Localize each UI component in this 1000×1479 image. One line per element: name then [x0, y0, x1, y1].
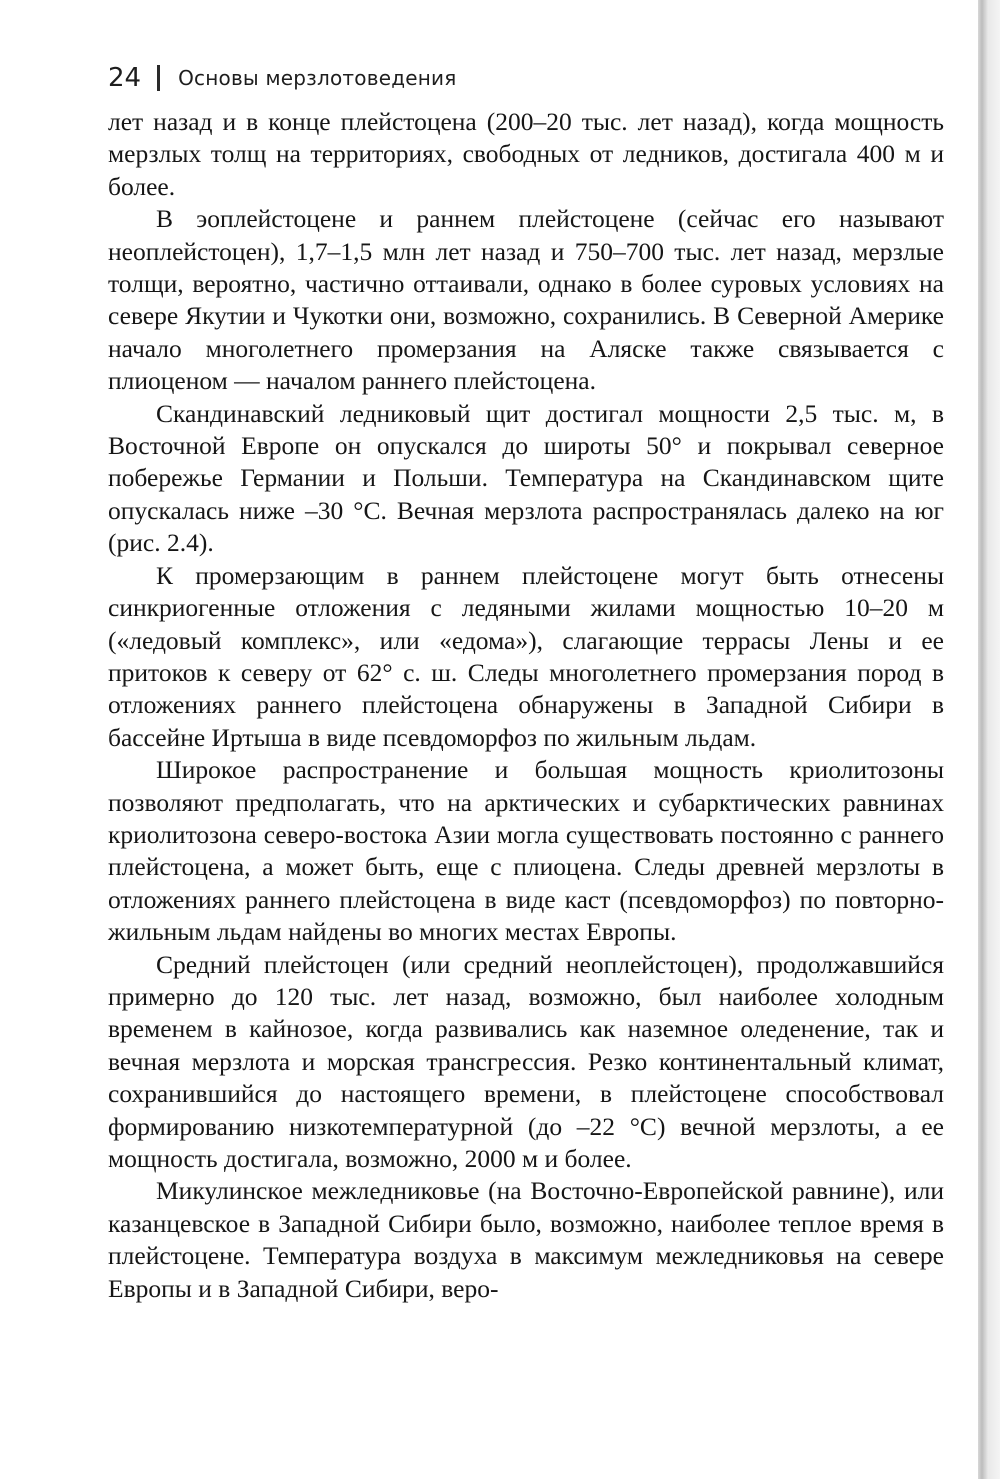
paragraph: Скандинавский ледниковый щит достигал мощности 2,5 тыс. м, в Восточной Европе он опускался до широты 50° и покрывал северное побережье Германии и Польши. Температура на Скандинавском щите опускалась ниже –30 °С. Вечная мерзлота распространялась далеко на юг (рис. 2.4).: [108, 398, 944, 558]
paragraph: Широкое распространение и большая мощность криолитозоны позволяют предполагать, что на арктических и субарктических равнинах криолитозона северо-востока Азии могла существовать постоянно с раннего плейстоцена, а может быть, еще с плиоцена. Следы древней мерзлоты в отложениях раннего плейстоцена в виде каст (псевдоморфоз) по повторно-жильным льдам найдены во многих местах Европы.: [108, 755, 944, 947]
paragraph-continuation: лет назад и в конце плейстоцена (200–20 тыс. лет назад), когда мощность мерзлых толщ на территориях, свободных от ледников, достигала 400 м и более.: [108, 107, 944, 201]
paragraph: К промерзающим в раннем плейстоцене могут быть отнесены синкриогенные отложения с ледяными жилами мощностью 10–20 м («ледовый комплекс», или «едома»), слагающие террасы Лены и ее притоков к северу от 62° с. ш. Следы многолетнего промерзания пород в отложениях раннего плейстоцена обнаружены в Западной Сибири в бассейне Иртыша в виде псевдоморфоз по жильным льдам.: [108, 560, 944, 752]
page-edge-shadow: [978, 0, 1000, 1479]
running-head: [108, 56, 456, 100]
body-text: [108, 106, 944, 1305]
paragraph: В эоплейстоцене и раннем плейстоцене (сейчас его называют неоплейстоцен), 1,7–1,5 млн лет назад и 750–700 тыс. лет назад, мерзлые толщи, вероятно, частично оттаивали, однако в более суровых условиях на севере Якутии и Чукотки они, возможно, сохранились. В Северной Америке начало многолетнего промерзания на Аляске также связывается с плиоценом — началом раннего плейстоцена.: [108, 204, 944, 396]
book-title: Основы мерзлотоведения: [178, 66, 457, 90]
page-number: 24: [108, 63, 142, 93]
header-separator: [157, 65, 160, 91]
paragraph: Микулинское межледниковье (на Восточно-Европейской равнине), или казанцевское в Западной Сибири было, возможно, наиболее теплое время в плейстоцене. Температура воздуха в максимум межледниковья на севере Европы и в Западной Сибири, веро-: [108, 1176, 944, 1303]
paragraph: Средний плейстоцен (или средний неоплейстоцен), продолжавшийся примерно до 120 тыс. лет назад, возможно, был наиболее холодным временем в кайнозое, когда развивались как наземное оледенение, так и вечная мерзлота и морская трансгрессия. Резко континентальный климат, сохранившийся до настоящего времени, в плейстоцене способствовал формированию низкотемпературной (до –22 °С) вечной мерзлоты, а ее мощность достигала, возможно, 2000 м и более.: [108, 949, 944, 1173]
